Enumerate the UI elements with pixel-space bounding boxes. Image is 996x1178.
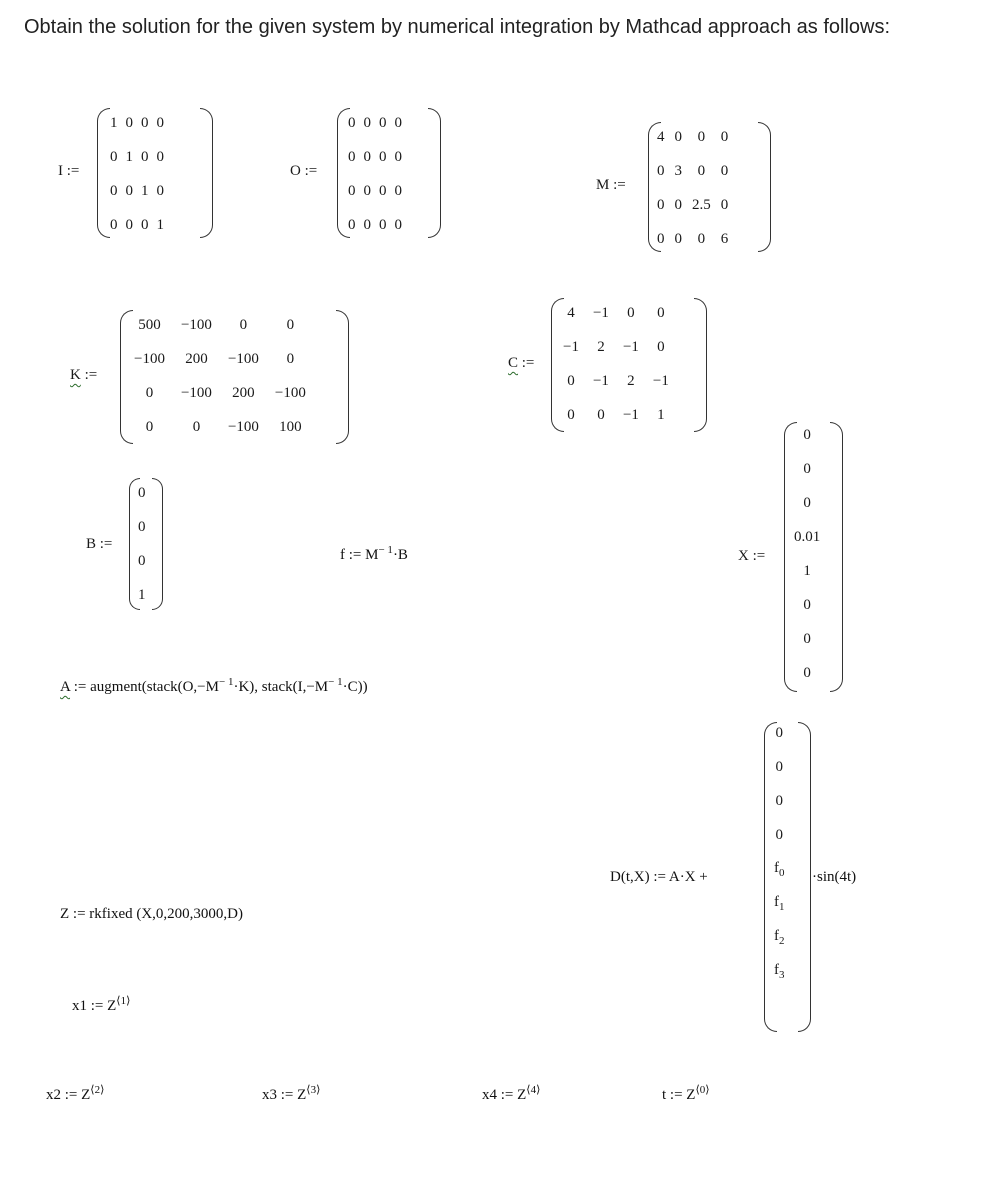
matrix-K (126, 308, 314, 444)
matrix-row (790, 452, 824, 486)
label-X: X := (738, 548, 766, 564)
equation-x4: x4 := $Z^{⟨4⟩}$ (482, 1084, 541, 1103)
matrix-row (770, 954, 789, 988)
matrix-cell: 0 (379, 216, 387, 233)
matrix-row (344, 174, 406, 208)
matrix-cell: 0 (697, 128, 706, 145)
matrix-cell: 0 (775, 826, 783, 843)
matrix-row (790, 520, 824, 554)
matrix-cell: 0 (720, 196, 729, 213)
matrix-cell: 0 (803, 664, 811, 681)
matrix-row (652, 154, 733, 188)
assign-op: := (84, 367, 98, 383)
matrix-cell: 0 (363, 148, 371, 165)
matrix-row (134, 544, 150, 578)
bracket-right (798, 722, 811, 1032)
K-symbol: K (70, 367, 81, 383)
equation-D-right: ·sin(4t) (812, 869, 857, 885)
matrix-row (134, 510, 150, 544)
matrix-cell: 0 (674, 196, 682, 213)
bracket-right (428, 108, 441, 238)
matrix-cell: 500 (138, 316, 161, 333)
matrix-row (126, 376, 314, 410)
matrix-cell: $f_1$ (774, 893, 785, 913)
bracket-right (336, 310, 349, 444)
matrix-row (770, 784, 789, 818)
matrix-row (790, 418, 824, 452)
matrix-row (126, 308, 314, 342)
matrix-cell: 4 (567, 304, 575, 321)
matrix-cell: 0 (156, 114, 164, 131)
matrix-cell: 0 (597, 406, 605, 423)
matrix-O (344, 106, 406, 242)
matrix-cell: 0 (138, 518, 146, 535)
matrix-cell: 100 (279, 418, 302, 435)
matrix-cell: 0 (567, 406, 575, 423)
matrix-cell: 0 (125, 114, 133, 131)
matrix-cell: −1 (622, 338, 639, 355)
matrix-row (652, 120, 733, 154)
matrix-cell: −1 (592, 304, 609, 321)
matrix-row (126, 410, 314, 444)
matrix-cell: 0 (394, 114, 402, 131)
matrix-cell: 0 (657, 304, 665, 321)
matrix-cell: 0 (567, 372, 575, 389)
matrix-cell: 0 (697, 162, 706, 179)
matrix-cell: −1 (652, 372, 669, 389)
matrix-cell: 1 (110, 114, 118, 131)
label-B: B := (86, 536, 113, 552)
matrix-row (134, 476, 150, 510)
matrix-row (556, 296, 676, 330)
bracket-right (152, 478, 163, 610)
assign-op: := (521, 355, 535, 371)
matrix-cell: 0 (286, 350, 295, 367)
vector-B (134, 476, 150, 612)
matrix-C (556, 296, 676, 432)
matrix-row (790, 622, 824, 656)
matrix-row (134, 578, 150, 612)
matrix-row (790, 554, 824, 588)
matrix-row (556, 364, 676, 398)
matrix-cell: 2 (597, 338, 605, 355)
matrix-cell: 0 (674, 230, 682, 247)
matrix-cell: 0 (141, 114, 149, 131)
matrix-cell: −100 (134, 350, 165, 367)
matrix-cell: −100 (227, 418, 259, 435)
bracket-right (758, 122, 771, 252)
matrix-cell: −1 (563, 338, 579, 355)
matrix-row (126, 342, 314, 376)
matrix-row (106, 106, 168, 140)
bracket-right (830, 422, 843, 692)
matrix-cell: 1 (156, 216, 164, 233)
matrix-cell: 0 (363, 216, 371, 233)
equation-Z: Z := rkfixed (X,0,200,3000,D) (60, 906, 244, 922)
label-C (508, 355, 534, 372)
matrix-cell: 0 (141, 148, 149, 165)
matrix-row (770, 920, 789, 954)
matrix-cell: $f_0$ (774, 859, 785, 879)
matrix-cell: 0.01 (794, 528, 821, 545)
matrix-row (790, 486, 824, 520)
matrix-cell: 0 (141, 216, 149, 233)
matrix-row (770, 716, 789, 750)
bracket-right (200, 108, 213, 238)
matrix-cell: 0 (720, 128, 729, 145)
matrix-cell: 1 (125, 148, 133, 165)
matrix-cell: 6 (720, 230, 729, 247)
matrix-cell: 0 (348, 114, 356, 131)
equation-D-left: D(t,X) := A·X + (610, 869, 708, 885)
matrix-cell: −1 (622, 406, 639, 423)
matrix-M (652, 120, 733, 256)
matrix-cell: 0 (125, 216, 133, 233)
label-M: M := (596, 177, 626, 193)
matrix-cell: 0 (348, 216, 356, 233)
matrix-cell: 0 (363, 182, 371, 199)
vector-X (790, 418, 824, 690)
matrix-cell: 0 (657, 162, 665, 179)
matrix-cell: 0 (657, 338, 665, 355)
matrix-cell: 0 (697, 230, 706, 247)
matrix-cell: 0 (110, 148, 118, 165)
matrix-cell: 0 (348, 182, 356, 199)
matrix-row (652, 188, 733, 222)
matrix-cell: 200 (232, 384, 255, 401)
matrix-row (770, 818, 789, 852)
matrix-row (770, 852, 789, 886)
matrix-cell: 0 (145, 418, 154, 435)
matrix-cell: −100 (274, 384, 306, 401)
matrix-cell: 0 (156, 148, 164, 165)
matrix-cell: 0 (379, 148, 387, 165)
matrix-cell: 0 (803, 460, 811, 477)
equation-f: f := $M^{- 1}\cdot B$ (340, 544, 408, 563)
matrix-row (556, 398, 676, 432)
matrix-row (790, 588, 824, 622)
C-symbol: C (508, 355, 519, 371)
matrix-cell: 0 (239, 316, 248, 333)
matrix-cell: $f_3$ (774, 961, 785, 981)
matrix-cell: 0 (394, 148, 402, 165)
bracket-right (694, 298, 707, 432)
equation-x2: x2 := $Z^{⟨2⟩}$ (46, 1084, 105, 1103)
matrix-cell: 0 (627, 304, 635, 321)
matrix-cell: 0 (138, 484, 146, 501)
matrix-cell: 4 (657, 128, 665, 145)
matrix-row (652, 222, 733, 256)
matrix-cell: 0 (192, 418, 201, 435)
matrix-row (770, 750, 789, 784)
matrix-row (770, 886, 789, 920)
matrix-cell: 0 (156, 182, 164, 199)
matrix-cell: 0 (803, 630, 811, 647)
matrix-cell: 2 (627, 372, 635, 389)
matrix-row (556, 330, 676, 364)
matrix-cell: 1 (138, 586, 146, 603)
matrix-cell: 0 (803, 494, 811, 511)
equation-A: A := $augment(stack(O,-M^{- 1}\cdot K)$, $stack(I,-M^{- 1}\cdot C)$) (60, 676, 368, 695)
equation-x3: x3 := $Z^{⟨3⟩}$ (262, 1084, 321, 1103)
matrix-row (106, 174, 168, 208)
label-O: O := (290, 163, 318, 179)
matrix-cell: 1 (141, 182, 149, 199)
matrix-cell: 0 (674, 128, 682, 145)
matrix-cell: 0 (720, 162, 729, 179)
matrix-cell: 0 (803, 426, 811, 443)
matrix-row (106, 140, 168, 174)
equation-t: t := $Z^{⟨0⟩}$ (662, 1084, 710, 1103)
matrix-cell: 0 (775, 758, 783, 775)
matrix-cell: 0 (775, 792, 783, 809)
matrix-cell: −100 (180, 316, 212, 333)
matrix-row (344, 106, 406, 140)
matrix-cell: 200 (185, 350, 208, 367)
matrix-cell: 0 (394, 216, 402, 233)
matrix-cell: 0 (125, 182, 133, 199)
matrix-cell: 0 (286, 316, 295, 333)
matrix-cell: 1 (657, 406, 665, 423)
matrix-cell: 0 (379, 182, 387, 199)
matrix-cell: 2.5 (692, 196, 711, 213)
matrix-cell: 0 (363, 114, 371, 131)
label-I: I := (58, 163, 80, 179)
vector-D (770, 716, 789, 988)
matrix-cell: 0 (394, 182, 402, 199)
matrix-cell: 3 (674, 162, 682, 179)
matrix-cell: $f_2$ (774, 927, 785, 947)
matrix-cell: −100 (227, 350, 259, 367)
matrix-I (106, 106, 168, 242)
label-K (70, 367, 97, 384)
matrix-cell: 0 (803, 596, 811, 613)
equation-x1: x1 := $Z^{⟨1⟩}$ (72, 995, 131, 1014)
matrix-row (344, 208, 406, 242)
matrix-cell: −100 (180, 384, 212, 401)
matrix-cell: 0 (348, 148, 356, 165)
matrix-row (790, 656, 824, 690)
matrix-cell: 0 (379, 114, 387, 131)
intro-text: Obtain the solution for the given system by numerical integration by Mathcad approach as follows: (24, 16, 891, 38)
matrix-cell: 0 (145, 384, 154, 401)
matrix-cell: 0 (110, 182, 118, 199)
matrix-cell: 0 (138, 552, 146, 569)
matrix-cell: −1 (592, 372, 609, 389)
matrix-cell: 0 (110, 216, 118, 233)
matrix-row (344, 140, 406, 174)
matrix-row (106, 208, 168, 242)
matrix-cell: 1 (803, 562, 811, 579)
matrix-cell: 0 (657, 196, 665, 213)
matrix-cell: 0 (775, 724, 783, 741)
matrix-cell: 0 (657, 230, 665, 247)
